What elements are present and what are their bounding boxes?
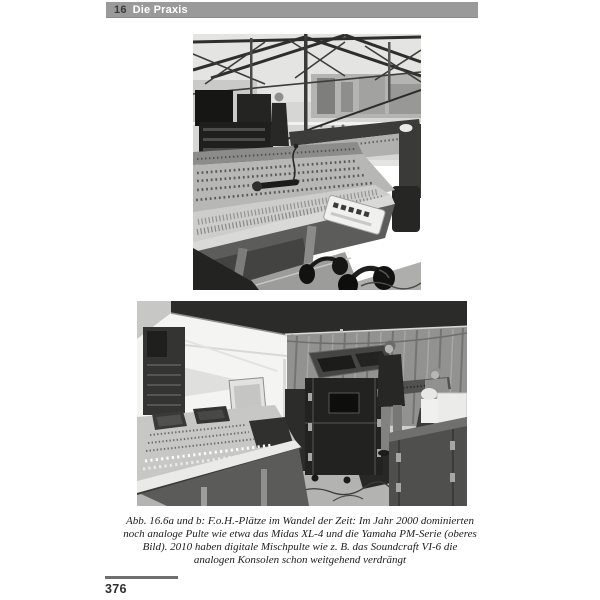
page-number: 376	[105, 582, 127, 596]
figure-foh-2000	[193, 34, 421, 290]
figure-foh-2010	[137, 301, 467, 506]
chapter-header-bar	[106, 2, 478, 18]
foh-2000-photo	[193, 34, 421, 290]
caption-line-1: Abb. 16.6a und b: F.o.H.-Plätze im Wandel der Zeit: Im Jahr 2000 dominierten	[126, 515, 474, 527]
caption-line-4: analogen Konsolen schon weitgehend verdrängt	[193, 553, 407, 566]
digital-console	[137, 405, 309, 506]
chapter-number: 16	[114, 3, 127, 16]
left-rack	[143, 327, 185, 415]
caption-line-2: noch analoge Pulte wie etwa das Midas XL-4 und die Yamaha PM-Serie (oberes	[123, 527, 477, 540]
foh-2010-photo	[137, 301, 467, 506]
figure-caption	[110, 515, 490, 567]
chapter-title: Die Praxis	[132, 3, 188, 16]
footer-rule	[105, 576, 178, 579]
caption-line-3: Bild). 2010 haben digitale Mischpulte wie z. B. das Soundcraft VI-6 die	[142, 540, 458, 553]
